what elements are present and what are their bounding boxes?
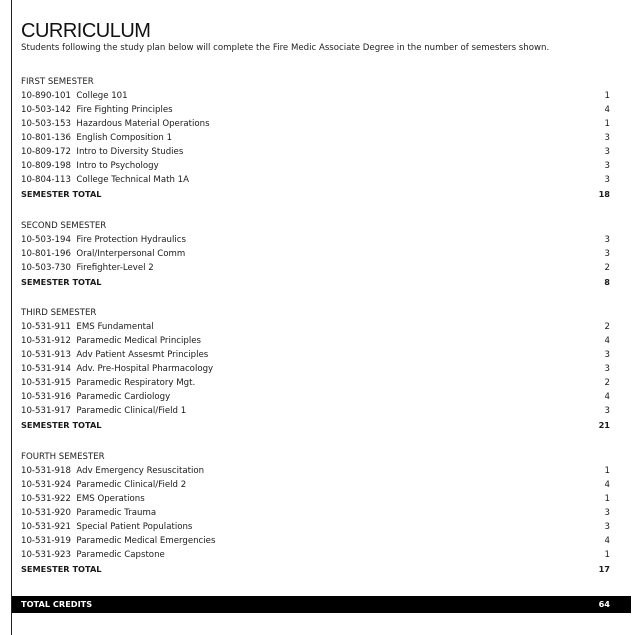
course-row — [21, 334, 610, 348]
course-row — [21, 390, 610, 404]
course-row — [21, 478, 610, 492]
course-title: Paramedic Clinical/Field 2 — [76, 480, 187, 490]
course-code: 10-503-194 — [21, 235, 71, 245]
semester-total-value: 8 — [604, 277, 610, 287]
semester-total-value: 21 — [598, 420, 610, 430]
total-credits-bar — [12, 596, 631, 613]
course-row — [21, 247, 610, 261]
course-code: 10-531-915 — [21, 378, 71, 388]
course-code: 10-531-918 — [21, 466, 71, 476]
course-code: 10-890-101 — [21, 91, 71, 101]
semester-block-2 — [21, 219, 610, 289]
course-title: College 101 — [76, 91, 128, 101]
course-code: 10-804-113 — [21, 175, 71, 185]
course-title: EMS Fundamental — [76, 322, 154, 332]
course-code: 10-531-916 — [21, 392, 71, 402]
course-code: 10-531-912 — [21, 336, 71, 346]
semester-total-value: 17 — [598, 564, 610, 574]
total-credits-label: TOTAL CREDITS — [21, 599, 93, 609]
semester-block-4 — [21, 450, 610, 576]
course-row — [21, 464, 610, 478]
course-row — [21, 376, 610, 390]
course-credits: 3 — [604, 161, 610, 171]
semester-heading: SECOND SEMESTER — [21, 221, 107, 231]
course-credits: 1 — [604, 494, 610, 504]
course-credits: 3 — [604, 235, 610, 245]
course-credits: 1 — [604, 119, 610, 129]
course-row — [21, 348, 610, 362]
course-code: 10-503-142 — [21, 105, 71, 115]
course-row — [21, 320, 610, 334]
course-title: Paramedic Respiratory Mgt. — [76, 378, 196, 388]
course-credits: 1 — [604, 466, 610, 476]
course-row — [21, 103, 610, 117]
course-row — [21, 548, 610, 562]
course-row — [21, 173, 610, 187]
course-credits: 4 — [604, 536, 610, 546]
course-code: 10-503-153 — [21, 119, 71, 129]
course-credits: 4 — [604, 392, 610, 402]
course-credits: 4 — [604, 105, 610, 115]
course-title: Paramedic Clinical/Field 1 — [76, 406, 187, 416]
course-title: Fire Protection Hydraulics — [76, 235, 186, 245]
course-row — [21, 492, 610, 506]
course-code: 10-531-924 — [21, 480, 71, 490]
course-code: 10-531-917 — [21, 406, 71, 416]
course-credits: 1 — [604, 91, 610, 101]
course-title: Oral/Interpersonal Comm — [76, 249, 186, 259]
semester-total-label: SEMESTER TOTAL — [21, 564, 102, 574]
course-code: 10-531-922 — [21, 494, 71, 504]
semester-total-row — [21, 562, 610, 576]
course-title: Paramedic Medical Emergencies — [76, 536, 216, 546]
semester-total-row — [21, 275, 610, 289]
course-title: Adv Patient Assesmt Principles — [76, 350, 209, 360]
semester-total-row — [21, 187, 610, 201]
course-credits: 4 — [604, 336, 610, 346]
course-code: 10-531-913 — [21, 350, 71, 360]
course-title: Intro to Diversity Studies — [76, 147, 184, 157]
course-code: 10-809-198 — [21, 161, 71, 171]
course-row — [21, 362, 610, 376]
course-credits: 3 — [604, 522, 610, 532]
page-title: CURRICULUM — [21, 20, 151, 42]
course-title: Adv. Pre-Hospital Pharmacology — [76, 364, 214, 374]
course-code: 10-801-196 — [21, 249, 71, 259]
course-row — [21, 89, 610, 103]
course-row — [21, 233, 610, 247]
course-row — [21, 117, 610, 131]
course-title: Paramedic Trauma — [76, 508, 157, 518]
course-title: Paramedic Medical Principles — [76, 336, 202, 346]
semester-total-row — [21, 418, 610, 432]
course-row — [21, 534, 610, 548]
semester-block-1 — [21, 75, 610, 201]
course-row — [21, 404, 610, 418]
course-code: 10-531-921 — [21, 522, 71, 532]
course-title: Intro to Psychology — [76, 161, 159, 171]
course-credits: 3 — [604, 350, 610, 360]
course-credits: 3 — [604, 249, 610, 259]
course-credits: 1 — [604, 550, 610, 560]
semester-total-label: SEMESTER TOTAL — [21, 277, 102, 287]
course-code: 10-809-172 — [21, 147, 71, 157]
course-code: 10-531-919 — [21, 536, 71, 546]
course-title: Fire Fighting Principles — [76, 105, 173, 115]
semester-heading: FOURTH SEMESTER — [21, 452, 105, 462]
course-code: 10-531-914 — [21, 364, 71, 374]
course-row — [21, 520, 610, 534]
course-code: 10-531-923 — [21, 550, 71, 560]
course-row — [21, 506, 610, 520]
course-code: 10-801-136 — [21, 133, 71, 143]
course-code: 10-531-920 — [21, 508, 71, 518]
course-title: Hazardous Material Operations — [76, 119, 210, 129]
course-credits: 3 — [604, 508, 610, 518]
course-title: Firefighter-Level 2 — [76, 263, 154, 273]
course-title: EMS Operations — [76, 494, 145, 504]
semester-total-value: 18 — [598, 189, 610, 199]
semester-heading: FIRST SEMESTER — [21, 77, 94, 87]
course-row — [21, 159, 610, 173]
course-credits: 3 — [604, 364, 610, 374]
course-credits: 2 — [604, 322, 610, 332]
semester-heading: THIRD SEMESTER — [21, 308, 97, 318]
course-credits: 3 — [604, 147, 610, 157]
course-title: Adv Emergency Resuscitation — [76, 466, 205, 476]
semester-block-3 — [21, 306, 610, 432]
course-credits: 3 — [604, 175, 610, 185]
course-credits: 3 — [604, 133, 610, 143]
curriculum-panel — [11, 0, 631, 635]
semester-total-label: SEMESTER TOTAL — [21, 189, 102, 199]
course-credits: 4 — [604, 480, 610, 490]
total-credits-value: 64 — [598, 599, 610, 609]
intro-text: Students following the study plan below will complete the Fire Medic Associate Degree in the number of semesters shown. — [21, 43, 550, 53]
course-row — [21, 145, 610, 159]
course-code: 10-503-730 — [21, 263, 71, 273]
course-title: Paramedic Capstone — [76, 550, 165, 560]
course-credits: 3 — [604, 406, 610, 416]
semester-total-label: SEMESTER TOTAL — [21, 420, 102, 430]
course-row — [21, 261, 610, 275]
course-code: 10-531-911 — [21, 322, 71, 332]
course-title: English Composition 1 — [76, 133, 173, 143]
course-row — [21, 131, 610, 145]
course-title: Paramedic Cardiology — [76, 392, 171, 402]
course-credits: 2 — [604, 378, 610, 388]
course-credits: 2 — [604, 263, 610, 273]
course-title: College Technical Math 1A — [76, 175, 189, 185]
course-title: Special Patient Populations — [76, 522, 193, 532]
